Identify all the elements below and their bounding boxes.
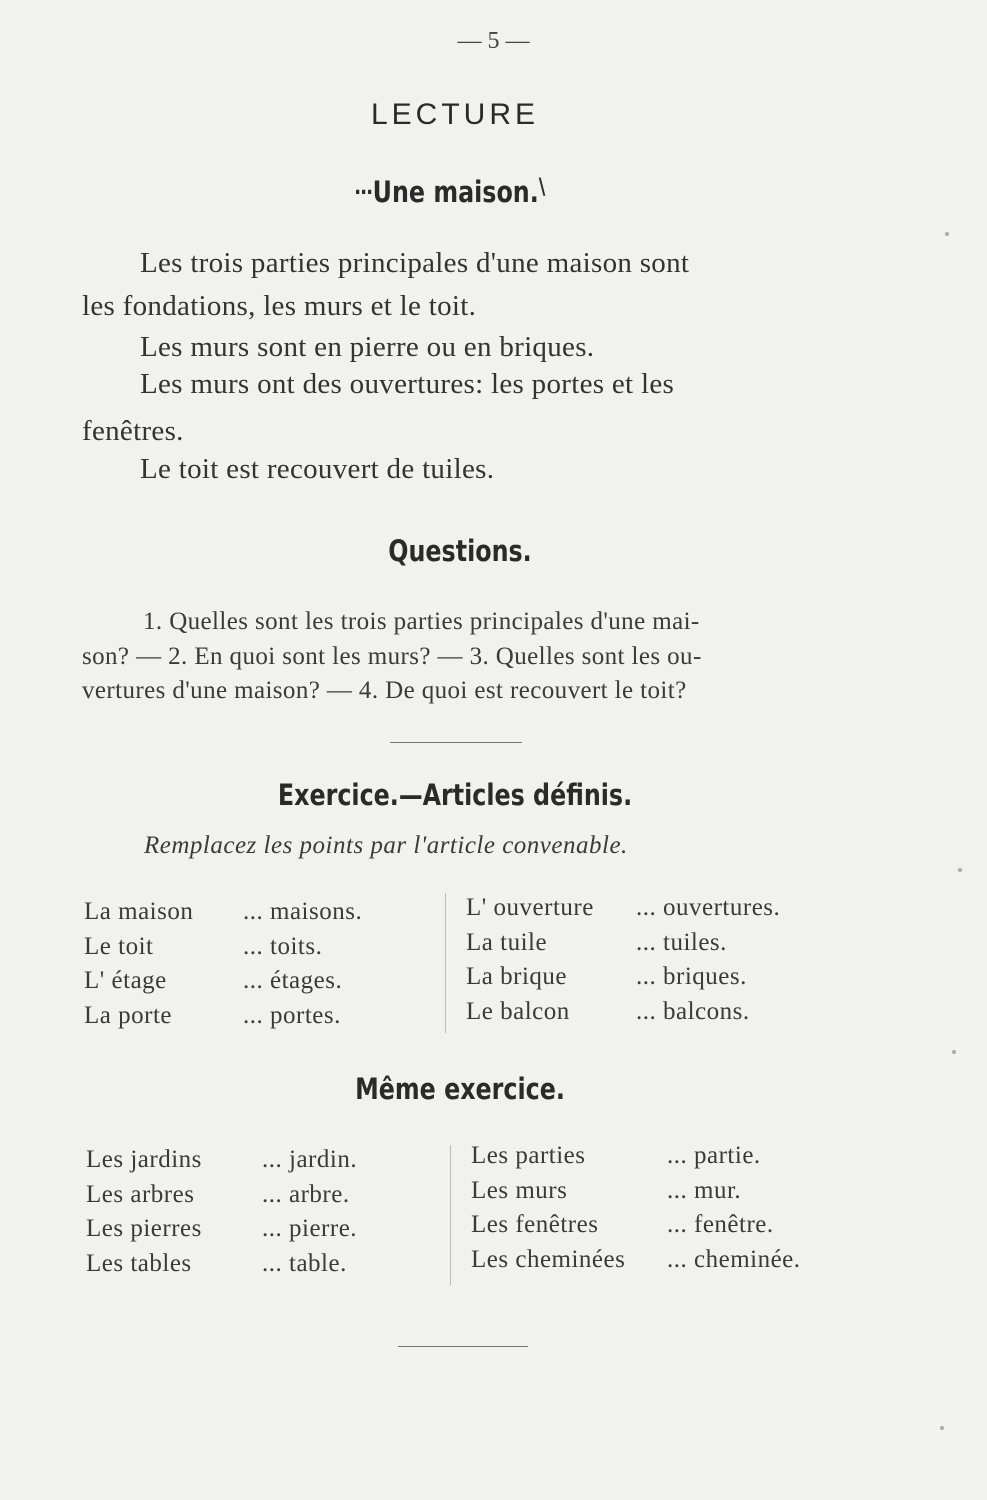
ex1-left-answer: ... toits. (243, 933, 323, 960)
ex1-left-answer: ... portes. (243, 1002, 341, 1029)
exercise1-title: Exercice.—Articles définis. (277, 778, 633, 812)
ex1-left-word: Le toit (84, 933, 154, 960)
exercise2-title-block (0, 1072, 920, 1106)
paper-speck (945, 232, 949, 236)
ex1-right-word: La brique (466, 963, 567, 990)
question-line: son? — 2. En quoi sont les murs? — 3. Quelles sont les ou- (82, 643, 702, 670)
ex2-left-word: Les pierres (86, 1215, 202, 1242)
exercise2-column-divider (450, 1145, 451, 1285)
ex1-left-word: La maison (84, 898, 194, 925)
ex2-right-answer: ... partie. (667, 1142, 761, 1169)
ex1-left-answer: ... étages. (243, 967, 343, 994)
ex1-right-answer: ... tuiles. (636, 929, 727, 956)
ex1-right-word: Le balcon (466, 998, 570, 1025)
ex2-left-answer: ... table. (262, 1250, 347, 1277)
ex2-right-answer: ... mur. (667, 1177, 742, 1204)
title-mark-right: \ (538, 175, 546, 200)
exercise1-column-divider (445, 893, 446, 1033)
ex2-right-word: Les cheminées (471, 1246, 626, 1273)
ex1-right-answer: ... ouvertures. (636, 894, 781, 921)
ex1-left-answer: ... maisons. (243, 898, 363, 925)
ex1-left-word: L' étage (84, 967, 167, 994)
ex1-left-word: La porte (84, 1002, 172, 1029)
reading-line: Les murs ont des ouvertures: les portes et les (140, 368, 675, 400)
title-mark-left: … (354, 175, 373, 200)
reading-title-block (0, 175, 900, 209)
reading-title: Une maison. (372, 175, 539, 209)
ex2-right-answer: ... fenêtre. (667, 1211, 774, 1238)
reading-title-wrap (81, 175, 819, 209)
ex2-left-answer: ... pierre. (262, 1215, 358, 1242)
page-number: — 5 — (457, 28, 530, 54)
exercise2-title: Même exercice. (355, 1072, 565, 1106)
paper-speck (958, 868, 962, 872)
question-line: vertures d'une maison? — 4. De quoi est recouvert le toit? (82, 677, 687, 704)
reading-line: Les murs sont en pierre ou en briques. (140, 331, 595, 363)
ex2-right-word: Les fenêtres (471, 1211, 599, 1238)
ex2-right-word: Les parties (471, 1142, 586, 1169)
section-title: LECTURE (370, 98, 540, 131)
paper-speck (952, 1050, 956, 1054)
question-line: 1. Quelles sont les trois parties principales d'une mai- (143, 608, 700, 635)
reading-line: Le toit est recouvert de tuiles. (140, 453, 495, 485)
ex1-right-answer: ... balcons. (636, 998, 750, 1025)
reading-line: les fondations, les murs et le toit. (82, 290, 477, 322)
questions-title-block (0, 534, 920, 568)
ex2-right-word: Les murs (471, 1177, 568, 1204)
reading-line: fenêtres. (82, 415, 184, 447)
ex2-left-word: Les jardins (86, 1146, 202, 1173)
ex1-right-word: La tuile (466, 929, 548, 956)
end-divider (398, 1346, 528, 1347)
ex2-left-word: Les arbres (86, 1181, 195, 1208)
ex2-left-answer: ... jardin. (262, 1146, 358, 1173)
questions-title: Questions. (388, 534, 532, 568)
ex2-left-answer: ... arbre. (262, 1181, 350, 1208)
section-divider (390, 742, 522, 743)
ex1-right-answer: ... briques. (636, 963, 747, 990)
ex2-left-word: Les tables (86, 1250, 192, 1277)
exercise1-instruction: Remplacez les points par l'article convenable. (144, 832, 628, 859)
ex2-right-answer: ... cheminée. (667, 1246, 801, 1273)
ex1-right-word: L' ouverture (466, 894, 594, 921)
paper-speck (940, 1426, 944, 1430)
exercise1-title-block (0, 778, 910, 812)
reading-line: Les trois parties principales d'une maison sont (140, 247, 690, 279)
